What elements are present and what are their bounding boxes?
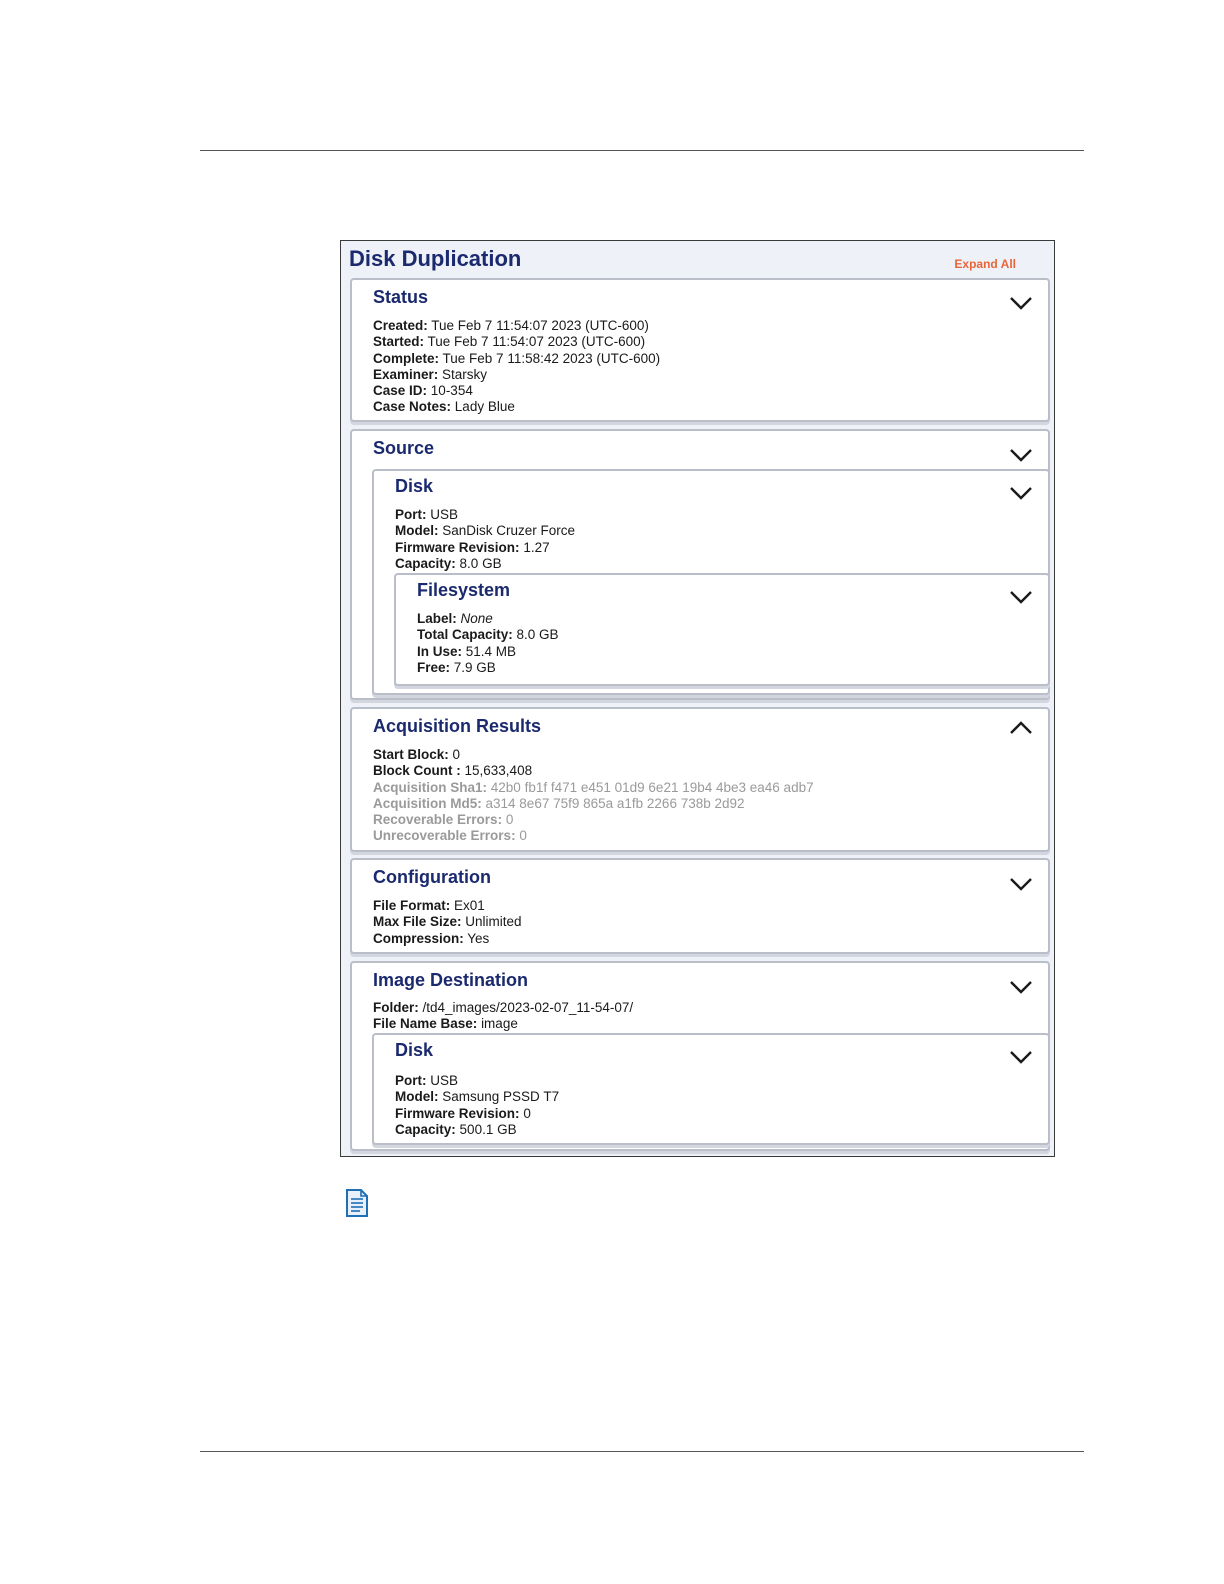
- field-row: File Format: Ex01: [373, 898, 485, 913]
- configuration-panel: [350, 858, 1050, 954]
- field-row: Unrecoverable Errors: 0: [373, 828, 527, 844]
- field-row: Port: USB: [395, 507, 459, 522]
- acquisition-results-panel: [350, 707, 1050, 852]
- field-row: Acquisition Sha1: 42b0 fb1f f471 e451 01d9 6e21 19b4 4be3 ea46 adb7: [373, 779, 814, 795]
- field-row: Folder: /td4_images/2023-02-07_11-54-07/: [373, 1000, 634, 1015]
- field-row: Free: 7.9 GB: [417, 659, 496, 675]
- page-title: Disk Duplication: [349, 246, 522, 271]
- field-row: Acquisition Md5: a314 8e67 75f9 865a a1fb 2266 738b 2d92: [373, 795, 745, 811]
- source-disk-panel: [372, 469, 1050, 695]
- expand-all-link[interactable]: Expand All: [954, 257, 1016, 271]
- field-row: Capacity: 500.1 GB: [395, 1121, 517, 1137]
- field-row: Examiner: Starsky: [373, 366, 488, 382]
- field-row: Case ID: 10-354: [373, 383, 473, 399]
- status-title: Status: [373, 287, 429, 307]
- filesystem-fields: [417, 611, 559, 676]
- field-row: File Name Base: image: [373, 1016, 518, 1032]
- chevron-down-icon[interactable]: [1008, 876, 1034, 892]
- image-destination-panel: [350, 961, 1050, 1151]
- status-panel: [350, 278, 1050, 422]
- field-row: Complete: Tue Feb 7 11:58:42 2023 (UTC-600): [373, 350, 661, 366]
- disk-duplication-window: [340, 240, 1055, 1157]
- source-disk-title: Disk: [395, 476, 434, 496]
- note-icon: [344, 1188, 370, 1218]
- chevron-up-icon[interactable]: [1008, 720, 1034, 736]
- field-row: Compression: Yes: [373, 930, 490, 946]
- destination-disk-fields: [395, 1073, 559, 1138]
- field-row: Model: Samsung PSSD T7: [395, 1089, 560, 1105]
- field-row: Port: USB: [395, 1073, 459, 1088]
- chevron-down-icon[interactable]: [1008, 589, 1034, 605]
- field-row: Max File Size: Unlimited: [373, 914, 522, 930]
- configuration-title: Configuration: [373, 867, 491, 887]
- source-disk-fields: [395, 507, 575, 572]
- field-row: Firmware Revision: 1.27: [395, 539, 550, 555]
- field-row: Started: Tue Feb 7 11:54:07 2023 (UTC-600): [373, 334, 646, 350]
- destination-fields: [373, 1000, 633, 1033]
- chevron-down-icon[interactable]: [1008, 485, 1034, 501]
- filesystem-panel: [394, 573, 1050, 686]
- field-row: Start Block: 0: [373, 747, 461, 762]
- destination-title: Image Destination: [373, 970, 529, 990]
- source-panel: [350, 429, 1050, 700]
- field-row: Case Notes: Lady Blue: [373, 399, 515, 415]
- field-row: Firmware Revision: 0: [395, 1105, 531, 1121]
- acquisition-fields: [373, 747, 814, 845]
- chevron-down-icon[interactable]: [1008, 447, 1034, 463]
- field-row: Capacity: 8.0 GB: [395, 555, 502, 571]
- field-row: In Use: 51.4 MB: [417, 643, 517, 659]
- source-title: Source: [373, 438, 435, 458]
- configuration-fields: [373, 898, 522, 947]
- window-header: [341, 241, 1054, 278]
- chevron-down-icon[interactable]: [1008, 979, 1034, 995]
- field-row: Model: SanDisk Cruzer Force: [395, 523, 576, 539]
- acquisition-title: Acquisition Results: [373, 716, 542, 736]
- chevron-down-icon[interactable]: [1008, 1049, 1034, 1065]
- field-row: Block Count : 15,633,408: [373, 763, 533, 779]
- chevron-down-icon[interactable]: [1008, 295, 1034, 311]
- field-row: Total Capacity: 8.0 GB: [417, 627, 559, 643]
- status-fields: [373, 318, 660, 416]
- bottom-rule: [200, 1451, 1084, 1452]
- field-row: Created: Tue Feb 7 11:54:07 2023 (UTC-600): [373, 318, 649, 333]
- filesystem-title: Filesystem: [417, 580, 511, 600]
- field-row: Recoverable Errors: 0: [373, 812, 514, 828]
- destination-disk-panel: [372, 1033, 1050, 1145]
- destination-disk-title: Disk: [395, 1040, 434, 1060]
- top-rule: [200, 150, 1084, 151]
- field-row: Label: None: [417, 611, 493, 626]
